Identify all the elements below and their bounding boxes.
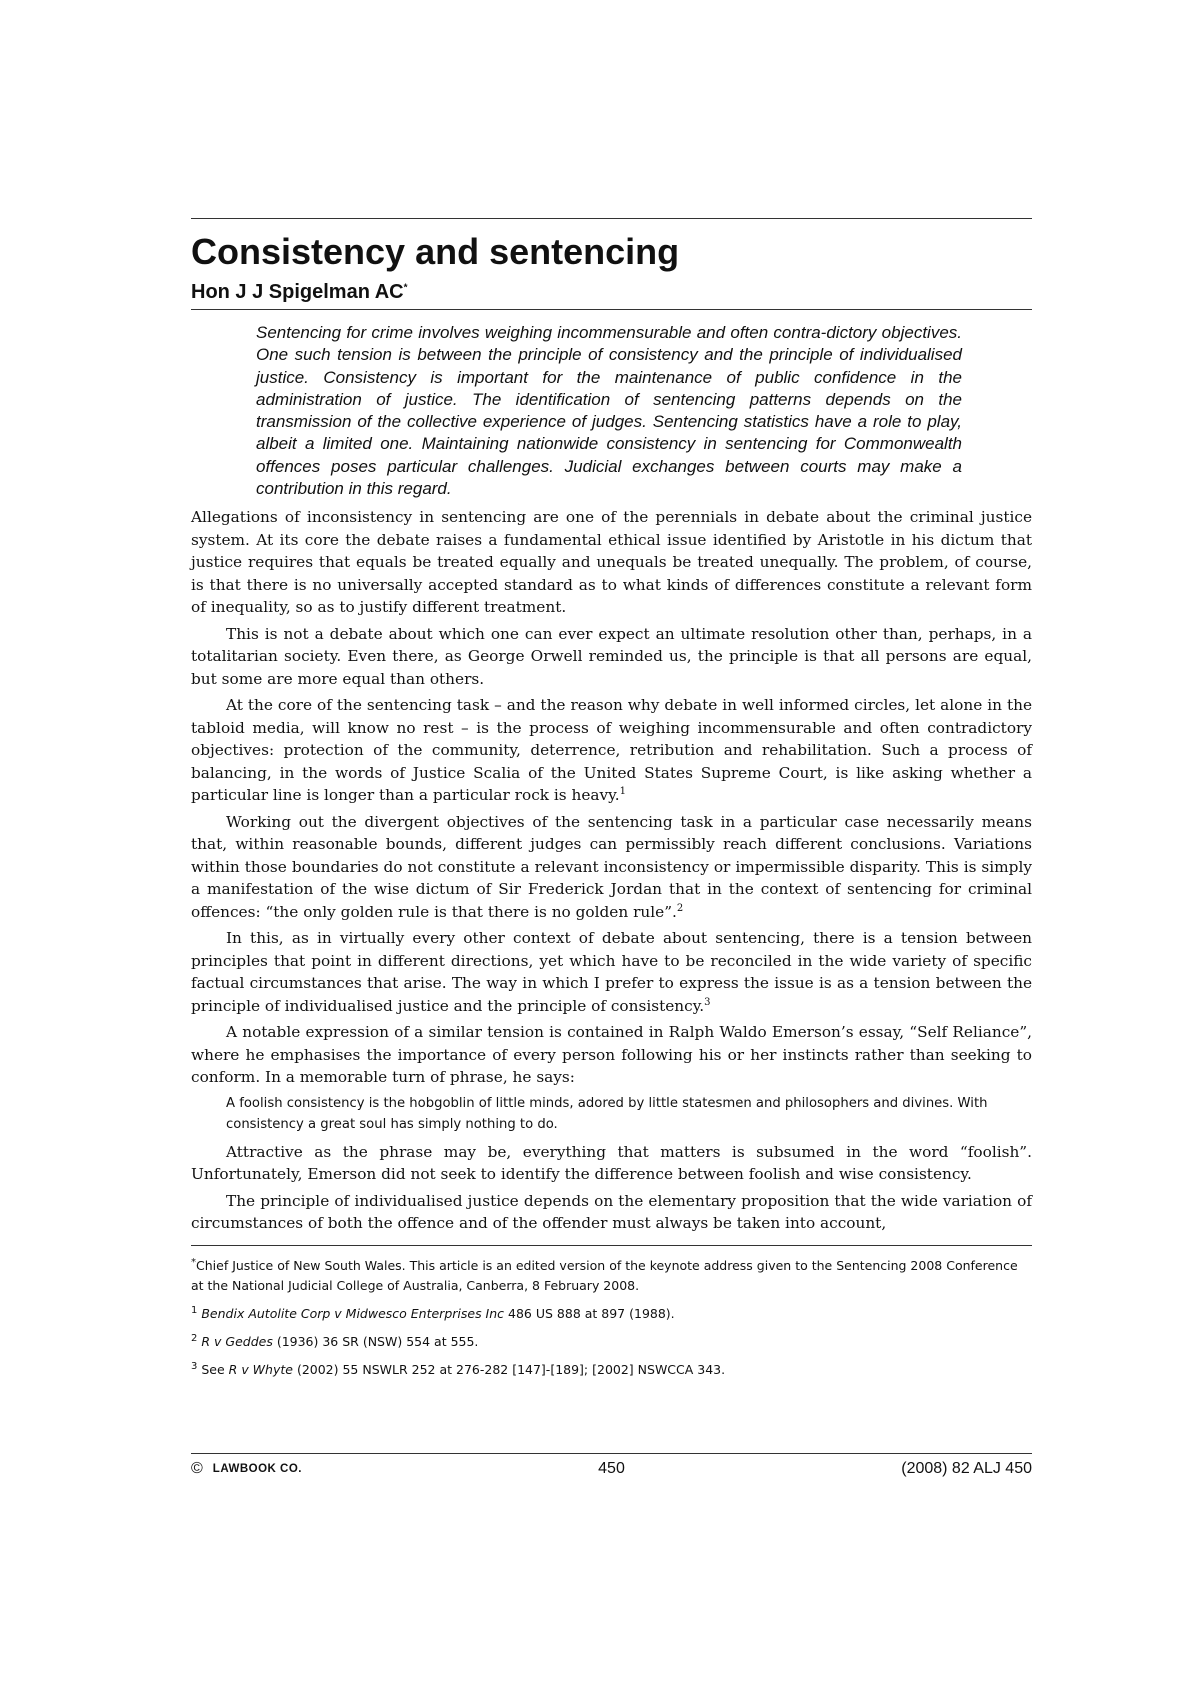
journal-citation: (2008) 82 ALJ 450 [901, 1460, 1032, 1477]
footnote-text: (1936) 36 SR (NSW) 554 at 555. [272, 1333, 479, 1349]
footnote-text: Chief Justice of New South Wales. This article is an edited version of the keynote address given to the Sentencing 2008 Conference at the National Judicial College of Australia, Canberra, 8 February 2008. [191, 1257, 1018, 1293]
block-quote: A foolish consistency is the hobgoblin of little minds, adored by little statesmen and philosophers and divines. With consistency a great soul has simply nothing to do. [226, 1095, 988, 1132]
abstract: Sentencing for crime involves weighing incommensurable and often contra-dictory objectives. One such tension is between the principle of consistency and the principle of individualised justice. Consistency is important for the maintenance of public confidence in the administration of justice. The identification of sentencing patterns depends on the transmission of the collective experience of judges. Sentencing statistics have a role to play, albeit a limited one. Maintaining nationwide consistency in sentencing for Commonwealth offences poses particular challenges. Judicial exchanges between courts may make a contribution in this regard. [256, 323, 962, 499]
paragraph [191, 811, 1032, 924]
footnote-text: (2002) 55 NSWLR 252 at 276-282 [147]-[189]; [2002] NSWCCA 343. [292, 1361, 726, 1377]
footnote-ref[interactable]: 1 [619, 786, 627, 798]
paragraph: Allegations of inconsistency in sentencing are one of the perennials in debate about the criminal justice system. At its core the debate raises a fundamental ethical issue identified by Aristotle in his dictum that justice requires that equals be treated equally and unequals be treated unequally. The problem, of course, is that there is no universally accepted standard as to what kinds of differences constitute a relevant form of inequality, so as to justify different treatment. [191, 508, 1032, 617]
paragraph-text: In this, as in virtually every other context of debate about sentencing, there is a tension between principles that point in different directions, yet which have to be reconciled in the wide variety of specific factual circumstances that arise. The way in which I prefer to express the issue is as a tension between the principle of individualised justice and the principle of consistency. [191, 929, 1032, 1015]
publisher-logo [191, 1460, 431, 1478]
article-body [191, 506, 1032, 1235]
footnote-mark: * [191, 1256, 196, 1268]
article-author [191, 279, 1032, 305]
case-name: R v Whyte [228, 1361, 293, 1377]
footer-row [191, 1460, 1032, 1478]
footnote-text: 486 US 888 at 897 (1988). [504, 1305, 675, 1321]
paragraph-text: At the core of the sentencing task – and the reason why debate in well informed circles, let alone in the tabloid media, will know no rest – is the process of weighing incommensurable and often contradictory objectives: protection of the community, deterrence, retribution and rehabilitation. Such a process of balancing, in the words of Justice Scalia of the United States Supreme Court, is like asking whether a particular line is longer than a particular rock is heavy. [191, 696, 1032, 805]
copyright-icon: © [191, 1460, 203, 1477]
footnote-mark: 3 [191, 1360, 198, 1372]
paragraph: Attractive as the phrase may be, everything that matters is subsumed in the word “foolish”. Unfortunately, Emerson did not seek to identify the difference between foolish and wise consistency. [191, 1142, 1032, 1184]
case-name: Bendix Autolite Corp v Midwesco Enterprises Inc [201, 1305, 505, 1321]
footnote [191, 1360, 1032, 1380]
paragraph: This is not a debate about which one can ever expect an ultimate resolution other than, perhaps, in a totalitarian society. Even there, as George Orwell reminded us, the principle is that all persons are equal, but some are more equal than others. [191, 624, 1032, 688]
footnote-prefix: See [201, 1361, 229, 1377]
footnote [191, 1304, 1032, 1324]
top-rule [191, 218, 1032, 219]
footnote-mark: 1 [191, 1304, 198, 1316]
paragraph-text: Working out the divergent objectives of the sentencing task in a particular case necessarily means that, within reasonable bounds, different judges can permissibly reach different conclusions. Variations within those boundaries do not constitute a relevant inconsistency or impermissible disparity. This is simply a manifestation of the wise dictum of Sir Frederick Jordan that in the context of sentencing for criminal offences: “the only golden rule is that there is no golden rule”. [191, 812, 1032, 921]
case-name: R v Geddes [201, 1333, 273, 1349]
footer-rule [191, 1453, 1032, 1454]
page-content [191, 218, 1032, 1388]
paragraph [191, 927, 1032, 1017]
footnote-ref[interactable]: 3 [704, 996, 711, 1008]
footnote-ref[interactable]: 2 [676, 902, 684, 914]
footnotes [191, 1256, 1032, 1380]
page-footer [191, 1453, 1032, 1478]
footnote [191, 1256, 1032, 1296]
footnote-rule [191, 1245, 1032, 1246]
paragraph [191, 694, 1032, 807]
author-footnote-mark[interactable]: * [403, 282, 408, 294]
page-number: 450 [598, 1460, 625, 1477]
author-name: Hon J J Spigelman AC [191, 281, 404, 303]
footnote [191, 1332, 1032, 1352]
paragraph: The principle of individualised justice depends on the elementary proposition that the wide variation of circumstances of both the offence and of the offender must always be taken into account, [191, 1191, 1032, 1233]
author-rule [191, 309, 1032, 310]
paragraph: A notable expression of a similar tension is contained in Ralph Waldo Emerson’s essay, “Self Reliance”, where he emphasises the importance of every person following his or her instincts rather than seeking to conform. In a memorable turn of phrase, he says: [191, 1023, 1032, 1087]
publisher-name: LAWBOOK CO. [212, 1463, 302, 1475]
article-title: Consistency and sentencing [191, 231, 680, 272]
footnote-mark: 2 [191, 1332, 198, 1344]
